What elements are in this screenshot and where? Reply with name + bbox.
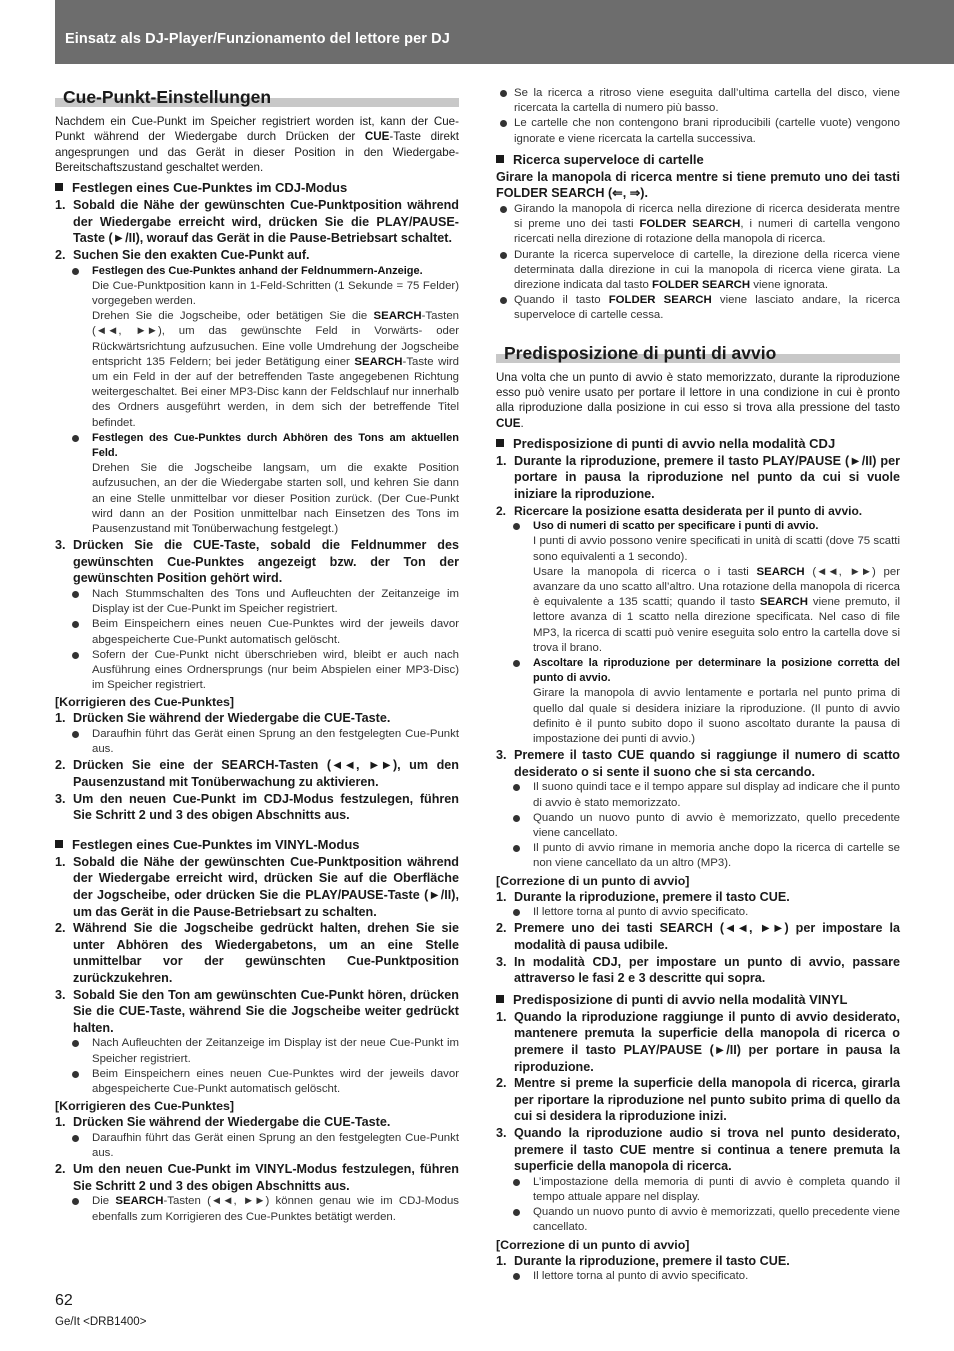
correction-label: [Korrigieren des Cue-Punktes] <box>55 695 235 710</box>
subheading-cdj-modus: Festlegen eines Cue-Punktes im CDJ-Modus <box>55 179 459 196</box>
right-column <box>496 86 900 1284</box>
list-item: Ascoltare la riproduzione per determinare la posizione corretta del punto di avvio. Girare la manopola di avvio lentamente e portarla nel punto prima di quello dal quale si desidera iniziare la riproduzione. (Il punto di avvio definito è il punto subito dopo il suono ascoltato durante la pausa di impostazione dei punti di avvio.) <box>496 656 900 747</box>
section-title-cue-punkt: Cue-Punkt-Einstellungen <box>55 86 459 108</box>
bullet-icon <box>513 1179 520 1186</box>
bullet-icon <box>500 252 507 259</box>
left-column <box>55 86 459 1225</box>
step-2: 2. Während Sie die Jogscheibe gedrückt halten, drehen Sie sie unter Abhören des Wiedergabetons, um an eine Stelle unmittelbar vor der gewünschten Cue-Punktposition zurückzukehren. <box>55 921 459 985</box>
correction-step-2: 2. Um den neuen Cue-Punkt im VINYL-Modus festzulegen, führen Sie Schritt 2 und 3 des obigen Abschnitts aus. <box>55 1162 459 1193</box>
header-title: Einsatz als DJ-Player/Funzionamento del lettore per DJ <box>65 31 450 47</box>
bullet-icon <box>513 523 520 530</box>
square-bullet-icon <box>55 840 63 848</box>
bullet-icon <box>500 90 507 97</box>
step-2: 2. Suchen Sie den exakten Cue-Punkt auf. <box>55 247 310 262</box>
bullet-icon <box>72 268 79 275</box>
list-item: Quando un nuovo punto di avvio è memorizzato, quello precedente viene cancellato. <box>496 811 900 841</box>
document-code: Ge/It <DRB1400> <box>55 1316 147 1328</box>
bullet-icon <box>500 297 507 304</box>
step-3: 3. Sobald Sie den Ton am gewünschten Cue-Punkt hören, drücken Sie die CUE-Taste, während Sie die Jogscheibe weiter gedrückt halten. <box>55 987 459 1035</box>
list-item: Daraufhin führt das Gerät einen Sprung an den festgelegten Cue-Punkt aus. <box>55 727 459 757</box>
correction-label: [Correzione di un punto di avvio] <box>496 1237 690 1252</box>
list-item: Nach Stummschalten des Tons und Aufleuchten der Zeitanzeige im Display ist der Cue-Punkt im Speicher registriert. <box>55 587 459 617</box>
correction-step-1: 1. Durante la riproduzione, premere il tasto CUE. <box>496 1253 790 1268</box>
square-bullet-icon <box>55 183 63 191</box>
list-item: Sofern der Cue-Punkt nicht überschrieben wird, bleibt er auch nach Ausführung eines Ordnersprungs (nur beim Abspielen einer MP3-Disc) im Speicher registriert. <box>55 648 459 694</box>
list-item: Durante la ricerca superveloce di cartelle, la direzione della ricerca viene determinata dalla direzione in cui la manopola di ricerca viene girata. La direzione indicata dal tasto FOLDER SEARCH viene ignorata. <box>496 248 900 294</box>
step-1: 1. Sobald die Nähe der gewünschten Cue-Punktposition während der Wiedergabe erreicht wird, drücken Sie die PLAY/PAUSE-Taste (►/II), worauf das Gerät in die Pause-Betriebsart schaltet. <box>55 198 459 246</box>
bullet-icon <box>72 652 79 659</box>
bullet-icon <box>500 120 507 127</box>
step-2: 2. Ricercare la posizione esatta desiderata per il punto di avvio. <box>496 503 863 518</box>
bullet-icon <box>500 206 507 213</box>
bullet-icon <box>72 621 79 628</box>
list-item: Festlegen des Cue-Punktes anhand der Feldnummern-Anzeige. Die Cue-Punktposition kann in 1-Feld-Schritten (1 Sekunde = 75 Felder) vorgegeben werden. Drehen Sie die Jogscheibe, oder betätigen Sie die SEARCH-Tasten (◄◄, ►►), um das gewünschte Feld in Vorwärts- oder Rückwärtsrichtung aufzusuchen. Eine volle Umdrehung der Jogscheibe entspricht 135 Feldern; bei jeder Betätigung einer SEARCH-Taste wird um ein Feld in der auf der betreffenden Taste angegebenen Richtung weitergeschaltet. Bei einer MP3-Disc kann der Feldschlauf nur innerhalb des Ordners ausgeführt werden, in dem sich der betreffende Titel befindet. <box>55 264 459 431</box>
bullet-icon <box>513 1273 520 1280</box>
step-1: 1. Durante la riproduzione, premere il tasto PLAY/PAUSE (►/II) per portare in pausa la riproduzione nel punto da cui si vuole iniziare la riproduzione. <box>496 453 900 501</box>
correction-step-3: 3. Um den neuen Cue-Punkt im CDJ-Modus festzulegen, führen Sie Schritt 2 und 3 des obigen Abschnitts aus. <box>55 791 459 823</box>
correction-step-1: 1. Drücken Sie während der Wiedergabe die CUE-Taste. <box>55 711 391 726</box>
list-item: Se la ricerca a ritroso viene eseguita dall’ultima cartella del disco, viene ricercata la cartella di numero più basso. <box>496 86 900 116</box>
bullet-icon <box>513 845 520 852</box>
step-1: 1. Quando la riproduzione raggiunge il punto di avvio desiderato, mantenere premuta la superficie della manopola di ricerca o premere il tasto PLAY/PAUSE (►/II) per portare in pausa la riproduzione. <box>496 1009 900 1074</box>
list-item: Il suono quindi tace e il tempo appare sul display ad indicare che il punto di avvio è stato memorizzato. <box>496 780 900 810</box>
step-3: 3. Quando la riproduzione audio si trova nel punto desiderato, premere il tasto CUE mentre si continua a tenere premuta la superficie della manopola di ricerca. <box>496 1125 900 1174</box>
square-bullet-icon <box>496 155 504 163</box>
list-item: Girando la manopola di ricerca nella direzione di ricerca desiderata mentre si preme uno dei tasti FOLDER SEARCH, i numeri di cartella vengono ricercati nella direzione di rotazione della manopola di ricerca. <box>496 202 900 248</box>
correction-step-2: 2. Premere uno dei tasti SEARCH (◄◄, ►►) per impostare la modalità di pausa udibile. <box>496 921 900 953</box>
bullet-icon <box>513 784 520 791</box>
step-1: 1. Sobald die Nähe der gewünschten Cue-Punktposition während der Wiedergabe erreicht wird, drücken Sie auf die Oberfläche der Jogscheibe, oder drücken Sie die PLAY/PAUSE-Taste (►/II), um das Gerät in die Pause-Betriebsart zu schalten. <box>55 854 459 919</box>
bullet-icon <box>513 909 520 916</box>
correction-step-1: 1. Durante la riproduzione, premere il tasto CUE. <box>496 889 790 904</box>
list-item: Il punto di avvio rimane in memoria anche dopo la ricerca di cartelle se non viene cancellato da un altro (MP3). <box>496 841 900 871</box>
bullet-icon <box>72 1071 79 1078</box>
bullet-icon <box>513 815 520 822</box>
list-item: Festlegen des Cue-Punktes durch Abhören des Tons am aktuellen Feld. Drehen Sie die Jogscheibe langsam, um die exakte Position aufzusuchen, an der die Wiedergabe starten soll, und kehren Sie dann an eine Stelle unmittelbar vor dieser Position zurück. (Der Cue-Punkt wird dann an der Position unmittelbar nach Einsetzen des Tons im Pausenzustand mit Tonüberwachung festgelegt.) <box>55 431 459 537</box>
correction-label: [Korrigieren des Cue-Punktes] <box>55 1099 235 1114</box>
step-3: 3. Premere il tasto CUE quando si raggiunge il numero di scatto desiderato o si sente il suono che si sta cercando. <box>496 748 900 779</box>
list-item: Beim Einspeichern eines neuen Cue-Punktes wird der jeweils davor abgespeicherte Cue-Punkt automatisch gelöscht. <box>55 617 459 647</box>
step-3: 3. Drücken Sie die CUE-Taste, sobald die Feldnummer des gewünschten Cue-Punktes angezeigt bzw. der Ton der gewünschten Position gehört wird. <box>55 538 459 586</box>
bullet-icon <box>72 731 79 738</box>
list-item: Quando un nuovo punto di avvio è memorizzati, quello precedente viene cancellato. <box>496 1205 900 1235</box>
header-bar <box>55 0 954 64</box>
list-item: Il lettore torna al punto di avvio specificato. <box>496 1269 900 1284</box>
correction-step-2: 2. Drücken Sie eine der SEARCH-Tasten (◄◄, ►►), um den Pausenzustand mit Tonüberwachung zu aktivieren. <box>55 758 459 790</box>
intro-paragraph: Nachdem ein Cue-Punkt im Speicher registriert worden ist, kann der Cue-Punkt während der Wiedergabe durch Drücken der CUE-Taste direkt angesprungen und das Gerät in dieser Position in den Wiedergabe-Bereitschaftszustand geschaltet werden. <box>55 115 459 174</box>
square-bullet-icon <box>496 439 504 447</box>
correction-label: [Correzione di un punto di avvio] <box>496 873 690 888</box>
subheading-modalita-cdj: Predisposizione di punti di avvio nella modalità CDJ <box>496 435 900 452</box>
list-item: Uso di numeri di scatto per specificare i punti di avvio. I punti di avvio possono venire specificati in unità di scatti (dove 75 scatti sono equivalenti a 1 secondo). Usare la manopola di ricerca o i tasti SEARCH (◄◄, ►►) per avanzare da uno scatto all’altro. Una rotazione della manopola di ricerca è equivalente a 135 scatti; quando il tasto SEARCH viene premuto, il lettore avanza di 1 scatto nella direzione specificata. Nel caso di file MP3, la ricerca di scatti può venire eseguita solo entro la cartella dove si trova il brano. <box>496 519 900 656</box>
bullet-icon <box>72 1135 79 1142</box>
bullet-icon <box>72 435 79 442</box>
correction-step-1: 1. Drücken Sie während der Wiedergabe die CUE-Taste. <box>55 1115 391 1130</box>
subheading-vinyl-modus: Festlegen eines Cue-Punktes im VINYL-Modus <box>55 836 459 853</box>
correction-step-3: 3. In modalità CDJ, per impostare un punto di avvio, passare attraverso le fasi 2 e 3 descritte qui sopra. <box>496 954 900 986</box>
subheading-modalita-vinyl: Predisposizione di punti di avvio nella modalità VINYL <box>496 991 900 1008</box>
bullet-icon <box>513 1209 520 1216</box>
folder-search-lead: Girare la manopola di ricerca mentre si tiene premuto uno dei tasti FOLDER SEARCH (⇐, ⇒). <box>496 169 900 201</box>
list-item: Nach Aufleuchten der Zeitanzeige im Display ist der neue Cue-Punkt im Speicher registriert. <box>55 1036 459 1066</box>
square-bullet-icon <box>496 995 504 1003</box>
list-item: Beim Einspeichern eines neuen Cue-Punktes wird der jeweils davor abgespeicherte Cue-Punkt automatisch gelöscht. <box>55 1067 459 1097</box>
bullet-icon <box>72 1198 79 1205</box>
step-2: 2. Mentre si preme la superficie della manopola di ricerca, girarla per riportare la riproduzione nel punto subito prima di quello da cui si desidera la riproduzione inizi. <box>496 1076 900 1124</box>
list-item: Quando il tasto FOLDER SEARCH viene lasciato andare, la ricerca superveloce di cartelle cessa. <box>496 293 900 323</box>
page-number: 62 <box>55 1292 73 1309</box>
section-title-punti-di-avvio: Predisposizione di punti di avvio <box>496 342 900 364</box>
list-item: Il lettore torna al punto di avvio specificato. <box>496 905 900 920</box>
list-item: L’impostazione della memoria di punti di avvio è completa quando il tempo attuale appare nel display. <box>496 1175 900 1205</box>
list-item: Die SEARCH-Tasten (◄◄, ►►) können genau wie im CDJ-Modus ebenfalls zum Korrigieren des Cue-Punktes betätigt werden. <box>55 1194 459 1224</box>
bullet-icon <box>513 660 520 667</box>
list-item: Daraufhin führt das Gerät einen Sprung an den festgelegten Cue-Punkt aus. <box>55 1131 459 1161</box>
subheading-ricerca-cartelle: Ricerca superveloce di cartelle <box>496 151 900 168</box>
bullet-icon <box>72 591 79 598</box>
bullet-icon <box>72 1040 79 1047</box>
list-item: Le cartelle che non contengono brani riproducibili (cartelle vuote) vengono ignorate e viene ricercata la cartella successiva. <box>496 116 900 146</box>
intro-paragraph: Una volta che un punto di avvio è stato memorizzato, durante la riproduzione esso può venire usato per portare il lettore in una condizione in cui è pronto alla riproduzione dalla posizione in cui esso si trova alla pressione del tasto CUE. <box>496 370 900 430</box>
